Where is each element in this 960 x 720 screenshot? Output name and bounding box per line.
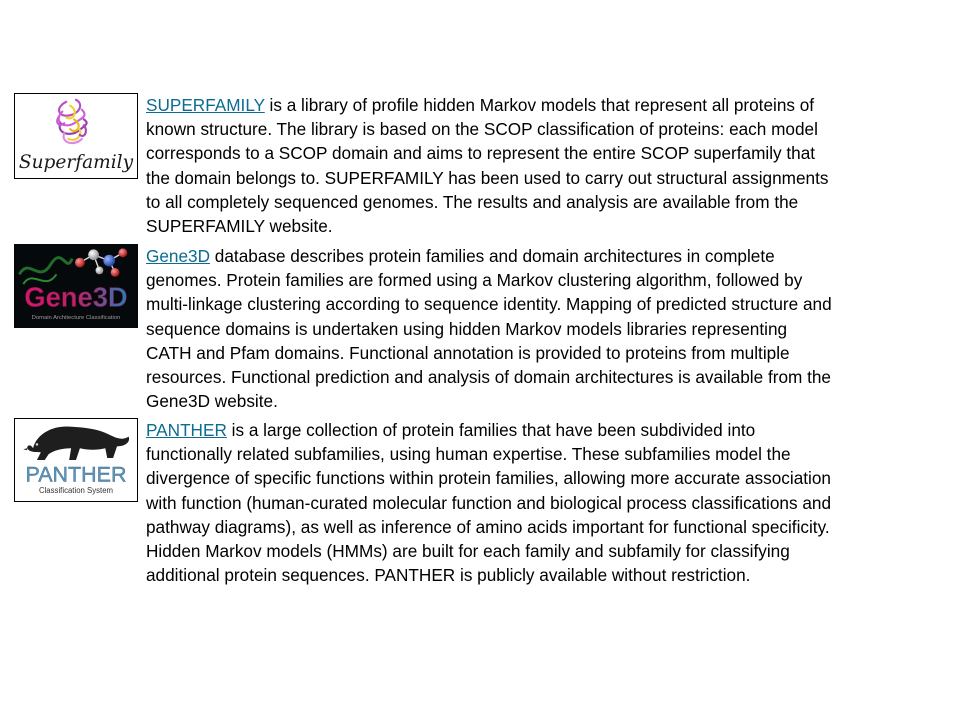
superfamily-logo-graphic [15, 94, 137, 178]
panther-logo-text: PANTHER [25, 462, 127, 487]
gene3d-logo-graphic [15, 245, 137, 327]
panther-logo-subtext: Classification System [38, 486, 114, 496]
description-line: sequence domains is undertaken using hidden Markov models libraries representing [146, 318, 788, 339]
description-line: additional protein sequences. PANTHER is publicly available without restriction. [146, 565, 751, 586]
description-line: known structure. The library is based on the SCOP classification of proteins: each model [146, 119, 818, 140]
panther-logo-graphic [15, 419, 137, 501]
gene3d-link[interactable]: Gene3D [146, 246, 211, 266]
description-line: the domain belongs to. SUPERFAMILY has been used to carry out structural assignments [146, 167, 829, 188]
panther-link[interactable]: PANTHER [146, 420, 227, 440]
superfamily-description [146, 93, 946, 238]
superfamily-link[interactable]: SUPERFAMILY [146, 95, 265, 115]
description-line: multi-linkage clustering according to sequence identity. Mapping of predicted structure and [146, 294, 832, 315]
description-text: database describes protein families and domain architectures in complete [210, 246, 775, 266]
gene3d-description [146, 244, 946, 413]
panther-icon [23, 427, 129, 460]
description-line: resources. Functional prediction and analysis of domain architectures is available from the [146, 367, 831, 388]
gene3d-logo [14, 244, 138, 328]
description-line: to all completely sequenced genomes. The results and analysis are available from the [146, 191, 799, 212]
description-line [146, 93, 946, 117]
panther-logo [14, 418, 138, 502]
description-line: divergence of specific functions within protein families, allowing more accurate association [146, 468, 831, 489]
description-line: genomes. Protein families are formed using a Markov clustering algorithm, followed by [146, 270, 803, 291]
protein-structure-icon [57, 100, 87, 143]
description-text: is a library of profile hidden Markov models that represent all proteins of [264, 95, 815, 115]
superfamily-logo-text: Superfamily [18, 152, 134, 174]
description-line [146, 418, 946, 442]
description-line: functionally related subfamilies, using human expertise. These subfamilies model the [146, 444, 791, 465]
gene3d-logo-subtext: Domain Architecture Classification [31, 315, 121, 322]
description-line: SUPERFAMILY website. [146, 216, 333, 237]
description-line: Hidden Markov models (HMMs) are built for each family and subfamily for classifying [146, 541, 790, 562]
gene3d-logo-text: Gene3D [24, 281, 128, 313]
description-line: Gene3D website. [146, 391, 278, 412]
description-text: is a large collection of protein families that have been subdivided into [226, 420, 756, 440]
superfamily-logo [14, 93, 138, 179]
description-line: with function (human-curated molecular function and biological process classifications and [146, 492, 831, 513]
description-line: pathway diagrams), as well as inference of amino acids important for functional specificity. [146, 516, 830, 537]
description-line: corresponds to a SCOP domain and aims to represent the entire SCOP superfamily that [146, 143, 816, 164]
description-line: CATH and Pfam domains. Functional annotation is provided to proteins from multiple [146, 342, 790, 363]
panther-description [146, 418, 946, 587]
description-line [146, 244, 946, 268]
